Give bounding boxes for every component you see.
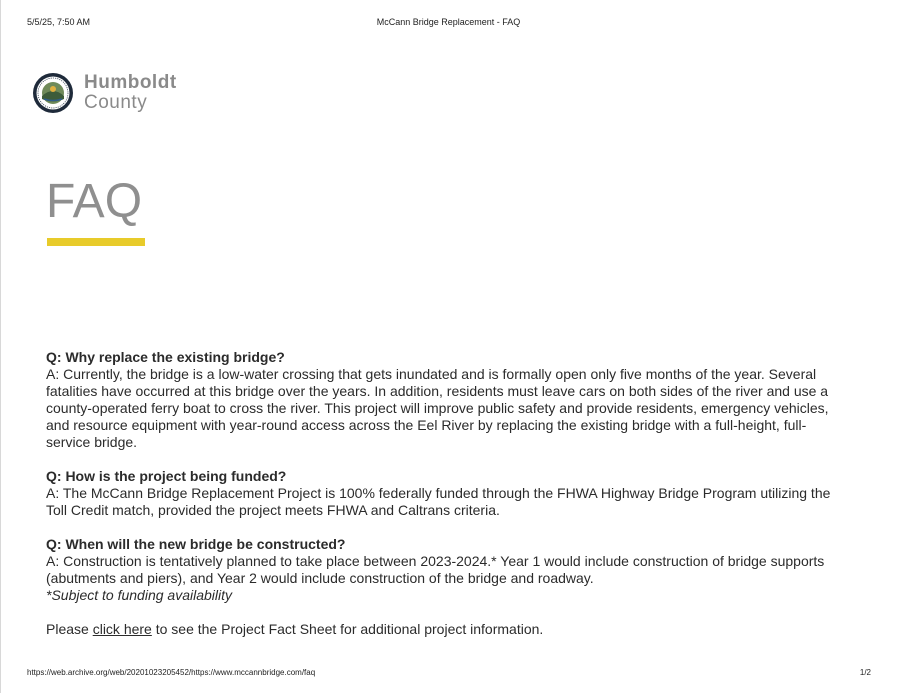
- faq-answer: A: Currently, the bridge is a low-water crossing that gets inundated and is formally open only five months of the year. Several fatalities have occurred at this bridge over the years. In addition, residents must leave cars on both sides of the river and use a county-operated ferry boat to cross the river. This project will improve public safety and provide residents, emergency vehicles, and resource equipment with year-round access across the Eel River by replacing the existing bridge with a full-height, full-service bridge.: [46, 366, 829, 450]
- title-accent-bar: [47, 238, 145, 246]
- faq-question: Q: How is the project being funded?: [46, 468, 287, 484]
- faq-question: Q: When will the new bridge be constructed?: [46, 536, 346, 552]
- faq-item: [46, 536, 846, 604]
- faq-question: Q: Why replace the existing bridge?: [46, 349, 285, 365]
- page-edge: [0, 0, 1, 693]
- fact-sheet-link[interactable]: click here: [92, 621, 152, 637]
- fact-sheet-paragraph: [46, 621, 846, 638]
- county-seal-icon: [32, 72, 74, 114]
- print-page-title: McCann Bridge Replacement - FAQ: [376, 17, 521, 27]
- logo-name-line1: Humboldt: [84, 72, 177, 93]
- county-logo[interactable]: [32, 72, 177, 114]
- page-title: FAQ: [46, 175, 143, 228]
- faq-answer: A: The McCann Bridge Replacement Project is 100% federally funded through the FHWA Highway Bridge Program utilizing the Toll Credit match, provided the project meets FHWA and Caltrans criteria.: [46, 485, 831, 518]
- logo-name-line2: County: [84, 92, 148, 113]
- closing-suffix: to see the Project Fact Sheet for additional project information.: [151, 621, 544, 637]
- faq-item: [46, 349, 846, 451]
- faq-item: [46, 468, 846, 519]
- closing-prefix: Please: [46, 621, 93, 637]
- faq-section: [46, 349, 846, 638]
- print-date: 5/5/25, 7:50 AM: [27, 17, 91, 27]
- print-page-number: 1/2: [859, 668, 871, 677]
- print-source-url: https://web.archive.org/web/20201023205452/https://www.mccannbridge.com/faq: [27, 668, 316, 677]
- faq-answer: A: Construction is tentatively planned to take place between 2023-2024.* Year 1 would include construction of bridge supports (abutments and piers), and Year 2 would include construction of the bridge and roadway.: [46, 553, 825, 586]
- faq-footnote: *Subject to funding availability: [46, 587, 233, 603]
